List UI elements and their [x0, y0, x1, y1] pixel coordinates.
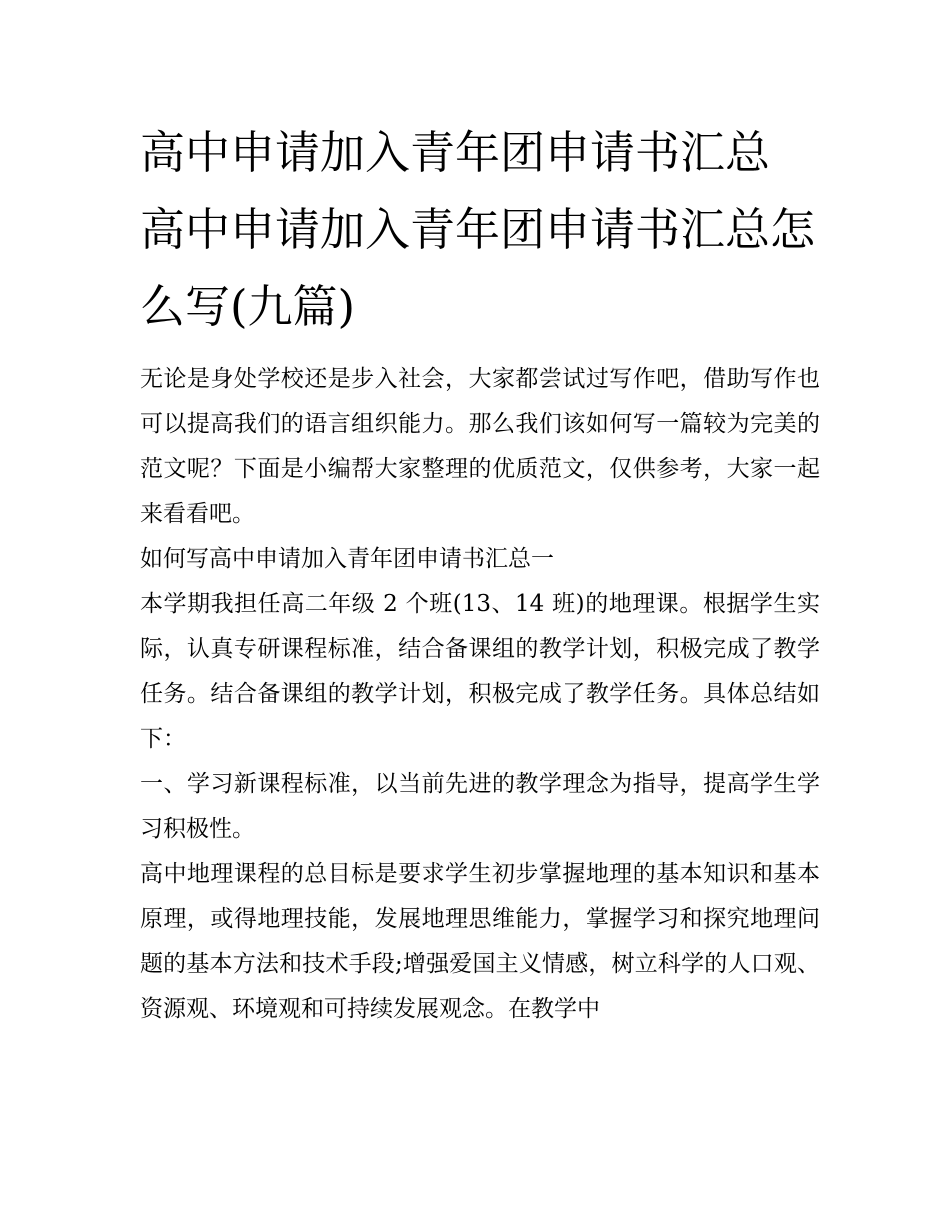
section-heading: 如何写高中申请加入青年团申请书汇总一 — [140, 546, 554, 572]
document-title: 高中申请加入青年团申请书汇总 高中申请加入青年团申请书汇总怎么写(九篇) — [140, 126, 816, 333]
intro-paragraph: 无论是身处学校还是步入社会，大家都尝试过写作吧，借助写作也可以提高我们的语言组织能力。那么我们该如何写一篇较为完美的范文呢？下面是小编帮大家整理的优质范文，仅供参考，大家一起来看看吧。 — [140, 366, 820, 527]
body-paragraph: 高中地理课程的总目标是要求学生初步掌握地理的基本知识和基本原理，或得地理技能，发展地理思维能力，掌握学习和探究地理问题的基本方法和技术手段;增强爱国主义情感，树立科学的人口观、资源观、环境观和可持续发展观念。在教学中 — [140, 861, 820, 1022]
point-heading: 一、学习新课程标准，以当前先进的教学理念为指导，提高学生学习积极性。 — [140, 771, 820, 842]
body-paragraph: 本学期我担任高二年级 2 个班(13、14 班)的地理课。根据学生实际，认真专研课程标准，结合备课组的教学计划，积极完成了教学任务。结合备课组的教学计划，积极完成了教学任务。具体总结如下： — [140, 591, 820, 752]
document-body — [140, 357, 820, 1032]
